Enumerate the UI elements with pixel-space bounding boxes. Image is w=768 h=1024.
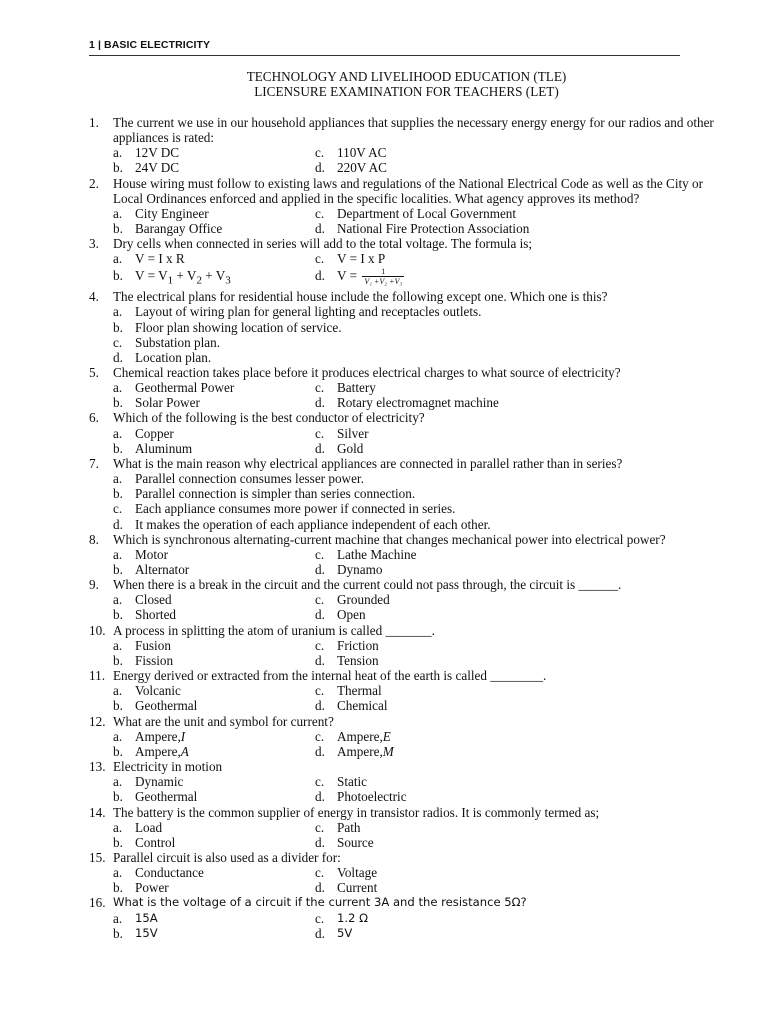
- option-text: 12V DC: [135, 145, 180, 161]
- answer-options: [89, 865, 719, 895]
- answer-options: [89, 251, 719, 289]
- answer-option: [113, 160, 315, 175]
- option-text: 24V DC: [135, 160, 180, 176]
- option-letter: d.: [315, 607, 325, 623]
- formula-part: V = V: [135, 267, 168, 283]
- answer-options: [89, 380, 719, 410]
- option-text: Parallel connection consumes lesser power.: [135, 471, 364, 487]
- option-text: Motor: [135, 546, 168, 562]
- answer-options: [89, 304, 719, 365]
- question-number: 11.: [89, 668, 105, 684]
- answer-option: [315, 547, 719, 562]
- option-text: Rotary electromagnet machine: [337, 395, 499, 411]
- option-letter: a.: [113, 205, 123, 221]
- option-text: Barangay Office: [135, 221, 223, 237]
- option-letter: a.: [113, 774, 123, 790]
- answer-option: [113, 517, 719, 532]
- option-text: V = I x R: [135, 251, 185, 267]
- option-letter: c.: [315, 865, 325, 881]
- option-text: Load: [135, 819, 163, 835]
- option-text: National Fire Protection Association: [337, 221, 530, 237]
- option-letter: a.: [113, 637, 123, 653]
- option-letter: a.: [113, 592, 123, 608]
- question-5: [89, 365, 719, 410]
- option-letter: d.: [315, 743, 325, 759]
- answer-options: [89, 774, 719, 804]
- answer-option: [113, 683, 315, 698]
- question-10: [89, 623, 719, 668]
- answer-options: [89, 820, 719, 850]
- option-text: Aluminum: [135, 440, 193, 456]
- question-text: Which of the following is the best conductor of electricity?: [113, 410, 425, 426]
- option-text: 1.2 Ω: [337, 910, 368, 925]
- option-text: Layout of wiring plan for general lighting and receptacles outlets.: [135, 304, 482, 320]
- question-stem: [89, 289, 719, 304]
- option-letter: b.: [113, 652, 123, 668]
- question-2: [89, 176, 719, 237]
- option-letter: d.: [315, 698, 325, 714]
- document-title: [89, 69, 724, 99]
- option-letter: d.: [315, 395, 325, 411]
- answer-option: [113, 562, 315, 577]
- question-number: 10.: [89, 622, 106, 638]
- question-text: What is the voltage of a circuit if the current 3A and the resistance 5Ω?: [113, 895, 527, 910]
- option-text: Solar Power: [135, 395, 200, 411]
- option-letter: c.: [315, 819, 325, 835]
- option-text: Path: [337, 819, 361, 835]
- question-stem: [89, 805, 719, 820]
- answer-option: [315, 926, 719, 941]
- option-letter: a.: [113, 865, 123, 881]
- question-text: What is the main reason why electrical appliances are connected in parallel rather than in series?: [113, 455, 623, 471]
- answer-option: [113, 471, 719, 486]
- title-line-1: TECHNOLOGY AND LIVELIHOOD EDUCATION (TLE): [246, 69, 567, 84]
- answer-option: [315, 145, 719, 160]
- option-text: Shorted: [135, 607, 177, 623]
- option-letter: a.: [113, 380, 123, 396]
- option-letter: c.: [315, 592, 325, 608]
- answer-option: [315, 395, 719, 410]
- answer-option: [113, 926, 315, 941]
- option-text: Source: [337, 834, 374, 850]
- option-text: Control: [135, 834, 176, 850]
- option-letter: d.: [315, 221, 325, 237]
- option-letter: b.: [113, 743, 123, 759]
- option-text: Alternator: [135, 562, 190, 578]
- answer-option: [113, 789, 315, 804]
- option-letter: c.: [315, 637, 325, 653]
- option-letter: d.: [315, 652, 325, 668]
- option-letter: d.: [315, 880, 325, 896]
- option-text: Ampere,: [337, 743, 383, 759]
- answer-options: [89, 638, 719, 668]
- page-header: 1 | BASIC ELECTRICITY: [89, 39, 211, 51]
- answer-option: [315, 607, 719, 622]
- answer-option: [113, 880, 315, 895]
- question-11: [89, 668, 719, 713]
- answer-option: [113, 486, 719, 501]
- option-text: Ampere,: [337, 728, 383, 744]
- question-text: Dry cells when connected in series will add to the total voltage. The formula is;: [113, 236, 533, 252]
- question-stem: [89, 668, 719, 683]
- option-text: 5V: [337, 925, 353, 940]
- option-text: Floor plan showing location of service.: [135, 319, 342, 335]
- question-number: 6.: [89, 410, 99, 426]
- option-letter: b.: [113, 562, 123, 578]
- option-letter: c.: [113, 501, 123, 517]
- option-text: Friction: [337, 637, 379, 653]
- answer-options: [89, 547, 719, 577]
- answer-option: [113, 380, 315, 395]
- question-6: [89, 410, 719, 455]
- answer-option: [315, 441, 719, 456]
- option-letter: a.: [113, 683, 123, 699]
- option-letter: a.: [113, 425, 123, 441]
- option-letter: b.: [113, 607, 123, 623]
- formula-fraction: [337, 267, 404, 290]
- question-number: 1.: [89, 115, 99, 130]
- question-text: House wiring must follow to existing laws and regulations of the National Electrical Code as well as the City or Local Ordinances enforced and applied in the specific localities. What agency approves its method?: [113, 175, 704, 206]
- option-letter: a.: [113, 910, 123, 926]
- answer-option: [315, 698, 719, 713]
- option-text: Conductance: [135, 865, 204, 881]
- title-line-2: LICENSURE EXAMINATION FOR TEACHERS (LET): [254, 84, 559, 100]
- question-text: Electricity in motion: [113, 759, 223, 775]
- answer-option: [315, 880, 719, 895]
- option-symbol: E: [382, 728, 391, 744]
- answer-option: [315, 251, 719, 266]
- question-stem: [89, 236, 719, 251]
- option-text: Grounded: [337, 592, 390, 608]
- option-letter: c.: [315, 910, 325, 926]
- answer-options: [89, 911, 719, 941]
- formula-part: + V: [173, 267, 197, 283]
- answer-option: [113, 441, 315, 456]
- question-number: 13.: [89, 759, 106, 775]
- option-letter: d.: [113, 516, 123, 532]
- question-number: 15.: [89, 849, 106, 865]
- option-text: Battery: [337, 380, 376, 396]
- answer-option: [315, 267, 719, 290]
- fraction: [362, 267, 404, 286]
- option-text: 220V AC: [337, 160, 387, 176]
- answer-option: [315, 426, 719, 441]
- option-letter: a.: [113, 728, 123, 744]
- answer-options: [89, 729, 719, 759]
- question-13: [89, 759, 719, 804]
- question-stem: [89, 895, 719, 910]
- option-text: Dynamic: [135, 774, 184, 790]
- answer-option: [113, 698, 315, 713]
- answer-option: [113, 653, 315, 668]
- option-text: Chemical: [337, 698, 388, 714]
- answer-option: [113, 426, 315, 441]
- question-12: [89, 714, 719, 759]
- option-text: Power: [135, 880, 169, 896]
- question-14: [89, 805, 719, 850]
- fraction-denominator: V₁ +V₂ +V₃: [364, 277, 403, 287]
- option-letter: a.: [113, 145, 123, 161]
- option-text: Photoelectric: [337, 789, 407, 805]
- question-text: Which is synchronous alternating-current machine that changes mechanical power into electrical power?: [113, 531, 666, 547]
- question-text: Energy derived or extracted from the internal heat of the earth is called ________.: [113, 668, 547, 684]
- question-text: Parallel circuit is also used as a divider for:: [113, 849, 341, 865]
- option-letter: d.: [315, 440, 325, 456]
- option-letter: c.: [315, 425, 325, 441]
- answer-option: [315, 683, 719, 698]
- option-text: Parallel connection is simpler than series connection.: [135, 486, 416, 502]
- question-number: 12.: [89, 713, 106, 729]
- option-text: Closed: [135, 592, 172, 608]
- option-text: Geothermal: [135, 789, 198, 805]
- question-list: [89, 115, 719, 941]
- question-number: 3.: [89, 236, 99, 252]
- question-text: The electrical plans for residential house include the following except one. Which one is this?: [113, 289, 608, 305]
- question-stem: [89, 176, 719, 206]
- option-text: Current: [337, 880, 378, 896]
- option-letter: c.: [315, 205, 325, 221]
- option-letter: b.: [113, 698, 123, 714]
- option-text: V = I x P: [337, 251, 386, 267]
- question-stem: [89, 850, 719, 865]
- answer-option: [315, 592, 719, 607]
- answer-option: [113, 304, 719, 319]
- option-text: Open: [337, 607, 366, 623]
- option-letter: a.: [113, 819, 123, 835]
- option-text: Volcanic: [135, 683, 181, 699]
- option-letter: d.: [315, 160, 325, 176]
- answer-option: [315, 729, 719, 744]
- answer-option: [315, 638, 719, 653]
- option-letter: c.: [315, 546, 325, 562]
- answer-option: [113, 350, 719, 365]
- answer-options: [89, 426, 719, 456]
- answer-options: [89, 683, 719, 713]
- answer-option: [113, 251, 315, 266]
- option-text: Tension: [337, 652, 379, 668]
- answer-option: [315, 653, 719, 668]
- answer-option: [315, 160, 719, 175]
- option-letter: b.: [113, 486, 123, 502]
- option-letter: d.: [315, 925, 325, 941]
- question-stem: [89, 759, 719, 774]
- option-text: 15A: [135, 910, 158, 925]
- option-letter: a.: [113, 251, 123, 267]
- answer-options: [89, 206, 719, 236]
- question-9: [89, 577, 719, 622]
- option-letter: c.: [315, 728, 325, 744]
- option-letter: d.: [113, 349, 123, 365]
- option-letter: c.: [315, 380, 325, 396]
- answer-option: [315, 744, 719, 759]
- fraction-numerator: 1: [362, 267, 404, 277]
- answer-option: [315, 865, 719, 880]
- answer-options: [89, 471, 719, 532]
- question-stem: [89, 115, 719, 145]
- option-text: 110V AC: [337, 145, 387, 161]
- option-letter: b.: [113, 160, 123, 176]
- option-text: It makes the operation of each appliance independent of each other.: [135, 516, 491, 532]
- question-text: The battery is the common supplier of energy in transistor radios. It is commonly termed as;: [113, 804, 600, 820]
- question-stem: [89, 623, 719, 638]
- question-number: 9.: [89, 577, 99, 593]
- option-text: Fission: [135, 652, 174, 668]
- answer-option: [113, 835, 315, 850]
- answer-option: [315, 789, 719, 804]
- option-text: Fusion: [135, 637, 171, 653]
- option-text: Dynamo: [337, 562, 383, 578]
- answer-option: [113, 335, 719, 350]
- question-stem: [89, 456, 719, 471]
- answer-option: [113, 206, 315, 221]
- option-symbol: M: [382, 743, 394, 759]
- option-letter: d.: [315, 562, 325, 578]
- answer-options: [89, 145, 719, 175]
- answer-option: [113, 221, 315, 236]
- option-letter: b.: [113, 440, 123, 456]
- answer-option: [113, 145, 315, 160]
- question-3: [89, 236, 719, 289]
- option-letter: c.: [315, 774, 325, 790]
- question-15: [89, 850, 719, 895]
- answer-option: [113, 501, 719, 516]
- question-number: 5.: [89, 364, 99, 380]
- answer-option: [113, 267, 315, 290]
- question-16: [89, 895, 719, 940]
- option-text: Voltage: [337, 865, 378, 881]
- answer-option: [113, 865, 315, 880]
- question-stem: [89, 365, 719, 380]
- answer-option: [113, 638, 315, 653]
- answer-option: [315, 562, 719, 577]
- answer-options: [89, 592, 719, 622]
- option-letter: b.: [113, 267, 123, 283]
- formula-series: [135, 267, 231, 290]
- question-text: Chemical reaction takes place before it produces electrical charges to what source of electricity?: [113, 364, 621, 380]
- question-number: 8.: [89, 531, 99, 547]
- answer-option: [315, 820, 719, 835]
- question-stem: [89, 532, 719, 547]
- answer-option: [113, 320, 719, 335]
- question-text: The current we use in our household appliances that supplies the necessary energy energy for our radios and other appliances is rated:: [113, 115, 714, 146]
- question-number: 2.: [89, 175, 99, 191]
- answer-option: [113, 395, 315, 410]
- answer-option: [315, 221, 719, 236]
- question-8: [89, 532, 719, 577]
- option-text: Location plan.: [135, 349, 212, 365]
- formula-part: V =: [337, 267, 361, 283]
- answer-option: [315, 911, 719, 926]
- question-1: [89, 115, 719, 176]
- option-letter: a.: [113, 304, 123, 320]
- header-divider: [89, 55, 680, 56]
- subscript: 1: [167, 274, 174, 287]
- option-letter: b.: [113, 834, 123, 850]
- question-7: [89, 456, 719, 532]
- option-letter: c.: [315, 145, 325, 161]
- answer-option: [113, 607, 315, 622]
- question-4: [89, 289, 719, 365]
- subscript: 2: [196, 274, 202, 287]
- option-text: Ampere,: [135, 743, 181, 759]
- answer-option: [113, 911, 315, 926]
- option-letter: b.: [113, 925, 123, 941]
- answer-option: [113, 744, 315, 759]
- question-stem: [89, 410, 719, 425]
- option-text: Geothermal Power: [135, 380, 235, 396]
- option-symbol: I: [180, 728, 186, 744]
- option-letter: b.: [113, 395, 123, 411]
- option-letter: d.: [315, 267, 325, 283]
- option-text: Department of Local Government: [337, 205, 517, 221]
- answer-option: [113, 729, 315, 744]
- answer-option: [113, 774, 315, 789]
- option-letter: d.: [315, 789, 325, 805]
- option-letter: b.: [113, 319, 123, 335]
- answer-option: [113, 592, 315, 607]
- option-text: Copper: [135, 425, 174, 441]
- option-text: Geothermal: [135, 698, 198, 714]
- option-letter: b.: [113, 880, 123, 896]
- answer-option: [315, 206, 719, 221]
- question-text: A process in splitting the atom of uranium is called _______.: [113, 622, 435, 638]
- question-number: 16.: [89, 895, 106, 911]
- option-text: Thermal: [337, 683, 382, 699]
- option-letter: c.: [315, 683, 325, 699]
- option-text: Gold: [337, 440, 364, 456]
- question-text: What are the unit and symbol for current?: [113, 713, 334, 729]
- question-text: When there is a break in the circuit and the current could not pass through, the circuit is ______.: [113, 577, 622, 593]
- option-letter: c.: [113, 334, 123, 350]
- option-text: Silver: [337, 425, 369, 441]
- option-symbol: A: [180, 743, 189, 759]
- option-letter: b.: [113, 789, 123, 805]
- question-number: 14.: [89, 804, 106, 820]
- option-text: Static: [337, 774, 368, 790]
- formula-part: + V: [201, 267, 226, 283]
- question-number: 7.: [89, 455, 99, 471]
- question-stem: [89, 577, 719, 592]
- option-letter: c.: [315, 251, 325, 267]
- answer-option: [113, 547, 315, 562]
- option-text: City Engineer: [135, 205, 209, 221]
- option-letter: a.: [113, 471, 123, 487]
- option-text: Substation plan.: [135, 334, 220, 350]
- answer-option: [315, 774, 719, 789]
- option-text: Ampere,: [135, 728, 181, 744]
- answer-option: [113, 820, 315, 835]
- option-text: Each appliance consumes more power if connected in series.: [135, 501, 456, 517]
- subscript: 3: [225, 274, 231, 287]
- question-number: 4.: [89, 289, 99, 305]
- option-letter: a.: [113, 546, 123, 562]
- option-text: Lathe Machine: [337, 546, 417, 562]
- question-stem: [89, 714, 719, 729]
- answer-option: [315, 835, 719, 850]
- answer-option: [315, 380, 719, 395]
- option-letter: b.: [113, 221, 123, 237]
- option-letter: d.: [315, 834, 325, 850]
- option-text: 15V: [135, 925, 158, 940]
